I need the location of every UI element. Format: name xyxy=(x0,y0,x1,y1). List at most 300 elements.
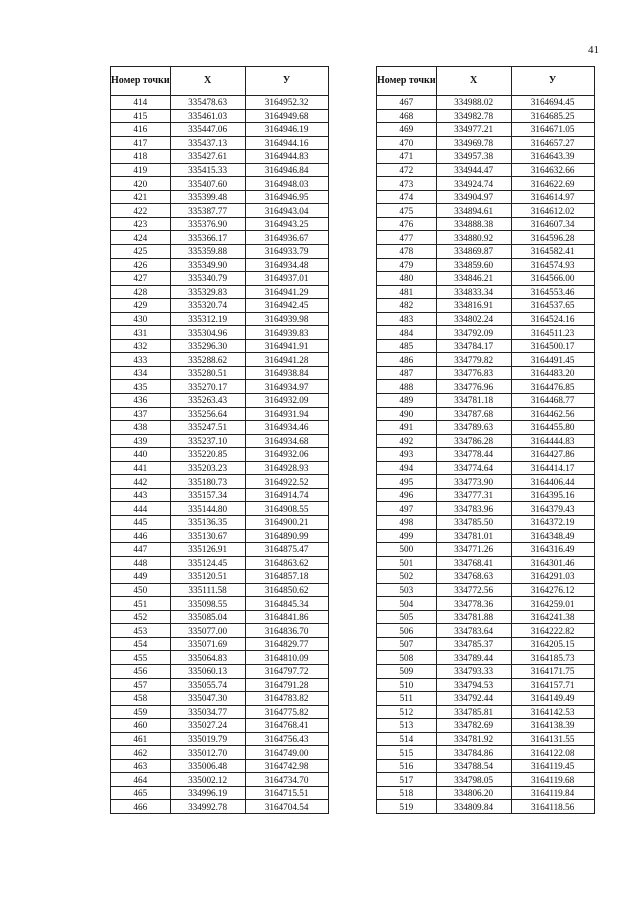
cell-x: 335071.69 xyxy=(170,637,245,651)
table-row xyxy=(111,448,329,462)
cell-x: 335060.13 xyxy=(170,664,245,678)
table-row xyxy=(111,543,329,557)
cell-x: 334777.31 xyxy=(436,488,511,502)
cell-x: 334802.24 xyxy=(436,312,511,326)
table-row xyxy=(377,163,595,177)
table-header-row xyxy=(111,67,329,96)
cell-point-number: 512 xyxy=(377,705,437,719)
cell-y: 3164941.29 xyxy=(245,285,328,299)
cell-y: 3164941.91 xyxy=(245,339,328,353)
cell-x: 335280.51 xyxy=(170,366,245,380)
cell-y: 3164943.04 xyxy=(245,204,328,218)
cell-x: 334771.26 xyxy=(436,543,511,557)
table-row xyxy=(377,746,595,760)
coordinates-table-right xyxy=(376,66,595,814)
table-row xyxy=(377,190,595,204)
cell-y: 3164857.18 xyxy=(245,570,328,584)
table-row xyxy=(111,746,329,760)
cell-point-number: 514 xyxy=(377,732,437,746)
cell-x: 335034.77 xyxy=(170,705,245,719)
table-row xyxy=(111,150,329,164)
cell-y: 3164632.66 xyxy=(511,163,594,177)
cell-point-number: 489 xyxy=(377,394,437,408)
cell-point-number: 454 xyxy=(111,637,171,651)
table-row xyxy=(377,678,595,692)
cell-point-number: 432 xyxy=(111,339,171,353)
cell-point-number: 418 xyxy=(111,150,171,164)
cell-x: 334982.78 xyxy=(436,109,511,123)
table-row xyxy=(377,339,595,353)
table-row xyxy=(111,434,329,448)
cell-x: 334789.63 xyxy=(436,421,511,435)
cell-y: 3164934.97 xyxy=(245,380,328,394)
cell-y: 3164291.03 xyxy=(511,570,594,584)
cell-x: 335157.34 xyxy=(170,488,245,502)
cell-point-number: 449 xyxy=(111,570,171,584)
cell-y: 3164939.83 xyxy=(245,326,328,340)
cell-x: 335002.12 xyxy=(170,773,245,787)
cell-y: 3164845.34 xyxy=(245,597,328,611)
cell-y: 3164406.44 xyxy=(511,475,594,489)
table-row xyxy=(377,150,595,164)
header-x: X xyxy=(170,67,245,96)
table-row xyxy=(377,312,595,326)
cell-x: 334789.44 xyxy=(436,651,511,665)
cell-x: 335263.43 xyxy=(170,394,245,408)
cell-x: 335111.58 xyxy=(170,583,245,597)
cell-point-number: 469 xyxy=(377,123,437,137)
cell-y: 3164553.46 xyxy=(511,285,594,299)
cell-point-number: 428 xyxy=(111,285,171,299)
cell-point-number: 474 xyxy=(377,190,437,204)
cell-x: 334781.18 xyxy=(436,394,511,408)
cell-y: 3164395.16 xyxy=(511,488,594,502)
table-row xyxy=(111,800,329,814)
cell-x: 334904.97 xyxy=(436,190,511,204)
cell-point-number: 515 xyxy=(377,746,437,760)
cell-y: 3164934.68 xyxy=(245,434,328,448)
cell-x: 334977.21 xyxy=(436,123,511,137)
cell-point-number: 434 xyxy=(111,366,171,380)
cell-x: 335366.17 xyxy=(170,231,245,245)
cell-y: 3164131.55 xyxy=(511,732,594,746)
cell-point-number: 430 xyxy=(111,312,171,326)
cell-point-number: 470 xyxy=(377,136,437,150)
cell-x: 335144.80 xyxy=(170,502,245,516)
cell-point-number: 471 xyxy=(377,150,437,164)
table-row xyxy=(111,353,329,367)
cell-y: 3164836.70 xyxy=(245,624,328,638)
cell-y: 3164259.01 xyxy=(511,597,594,611)
table-row xyxy=(377,597,595,611)
cell-point-number: 414 xyxy=(111,96,171,110)
cell-x: 334784.86 xyxy=(436,746,511,760)
table-row xyxy=(111,502,329,516)
cell-y: 3164934.48 xyxy=(245,258,328,272)
cell-x: 334783.64 xyxy=(436,624,511,638)
cell-x: 334772.56 xyxy=(436,583,511,597)
table-row xyxy=(377,136,595,150)
cell-y: 3164932.06 xyxy=(245,448,328,462)
cell-point-number: 498 xyxy=(377,515,437,529)
cell-point-number: 437 xyxy=(111,407,171,421)
table-row xyxy=(111,217,329,231)
cell-y: 3164222.82 xyxy=(511,624,594,638)
cell-x: 335064.83 xyxy=(170,651,245,665)
table-row xyxy=(111,529,329,543)
table-row xyxy=(377,258,595,272)
cell-y: 3164775.82 xyxy=(245,705,328,719)
cell-y: 3164931.94 xyxy=(245,407,328,421)
table-row xyxy=(111,136,329,150)
cell-y: 3164938.84 xyxy=(245,366,328,380)
cell-x: 335237.10 xyxy=(170,434,245,448)
cell-point-number: 516 xyxy=(377,759,437,773)
cell-y: 3164850.62 xyxy=(245,583,328,597)
cell-y: 3164301.46 xyxy=(511,556,594,570)
cell-point-number: 455 xyxy=(111,651,171,665)
table-row xyxy=(111,394,329,408)
table-row xyxy=(111,245,329,259)
cell-y: 3164948.03 xyxy=(245,177,328,191)
cell-point-number: 453 xyxy=(111,624,171,638)
cell-x: 335180.73 xyxy=(170,475,245,489)
table-row xyxy=(111,705,329,719)
cell-point-number: 486 xyxy=(377,353,437,367)
table-row xyxy=(377,204,595,218)
header-y: У xyxy=(511,67,594,96)
cell-x: 334785.37 xyxy=(436,637,511,651)
table-row xyxy=(111,339,329,353)
cell-x: 334773.90 xyxy=(436,475,511,489)
cell-x: 334778.36 xyxy=(436,597,511,611)
cell-point-number: 477 xyxy=(377,231,437,245)
cell-point-number: 487 xyxy=(377,366,437,380)
cell-point-number: 425 xyxy=(111,245,171,259)
cell-x: 335387.77 xyxy=(170,204,245,218)
cell-point-number: 494 xyxy=(377,461,437,475)
table-row xyxy=(377,692,595,706)
cell-x: 334774.64 xyxy=(436,461,511,475)
table-row xyxy=(111,272,329,286)
table-row xyxy=(377,366,595,380)
cell-x: 335312.19 xyxy=(170,312,245,326)
cell-point-number: 446 xyxy=(111,529,171,543)
cell-point-number: 500 xyxy=(377,543,437,557)
cell-x: 334778.44 xyxy=(436,448,511,462)
cell-point-number: 503 xyxy=(377,583,437,597)
cell-point-number: 488 xyxy=(377,380,437,394)
cell-x: 335340.79 xyxy=(170,272,245,286)
coordinates-table-left xyxy=(110,66,329,814)
cell-point-number: 441 xyxy=(111,461,171,475)
table-row xyxy=(111,285,329,299)
table-row xyxy=(377,109,595,123)
cell-x: 335407.60 xyxy=(170,177,245,191)
table-row xyxy=(111,583,329,597)
table-row xyxy=(377,529,595,543)
cell-point-number: 483 xyxy=(377,312,437,326)
cell-y: 3164908.55 xyxy=(245,502,328,516)
cell-y: 3164756.43 xyxy=(245,732,328,746)
cell-y: 3164119.84 xyxy=(511,786,594,800)
cell-point-number: 511 xyxy=(377,692,437,706)
cell-x: 334779.82 xyxy=(436,353,511,367)
cell-x: 335130.67 xyxy=(170,529,245,543)
cell-point-number: 444 xyxy=(111,502,171,516)
cell-y: 3164829.77 xyxy=(245,637,328,651)
cell-x: 335288.62 xyxy=(170,353,245,367)
cell-y: 3164483.20 xyxy=(511,366,594,380)
cell-point-number: 479 xyxy=(377,258,437,272)
cell-x: 334880.92 xyxy=(436,231,511,245)
cell-point-number: 507 xyxy=(377,637,437,651)
table-row xyxy=(111,692,329,706)
cell-x: 335047.30 xyxy=(170,692,245,706)
cell-x: 334776.96 xyxy=(436,380,511,394)
cell-y: 3164316.49 xyxy=(511,543,594,557)
cell-point-number: 456 xyxy=(111,664,171,678)
cell-y: 3164118.56 xyxy=(511,800,594,814)
cell-point-number: 513 xyxy=(377,719,437,733)
table-row xyxy=(377,502,595,516)
cell-point-number: 517 xyxy=(377,773,437,787)
table-row xyxy=(111,556,329,570)
cell-y: 3164149.49 xyxy=(511,692,594,706)
cell-x: 334798.05 xyxy=(436,773,511,787)
cell-y: 3164607.34 xyxy=(511,217,594,231)
table-row xyxy=(377,245,595,259)
table-row xyxy=(377,800,595,814)
page-number: 41 xyxy=(588,44,599,56)
cell-point-number: 509 xyxy=(377,664,437,678)
cell-point-number: 480 xyxy=(377,272,437,286)
cell-point-number: 431 xyxy=(111,326,171,340)
cell-y: 3164142.53 xyxy=(511,705,594,719)
cell-point-number: 497 xyxy=(377,502,437,516)
table-row xyxy=(111,123,329,137)
table-row xyxy=(377,583,595,597)
cell-y: 3164841.86 xyxy=(245,610,328,624)
table-row xyxy=(377,461,595,475)
cell-y: 3164791.28 xyxy=(245,678,328,692)
cell-y: 3164537.65 xyxy=(511,299,594,313)
table-row xyxy=(111,407,329,421)
cell-x: 335296.30 xyxy=(170,339,245,353)
cell-point-number: 457 xyxy=(111,678,171,692)
table-row xyxy=(377,407,595,421)
cell-y: 3164952.32 xyxy=(245,96,328,110)
cell-x: 334792.09 xyxy=(436,326,511,340)
cell-x: 335019.79 xyxy=(170,732,245,746)
table-row xyxy=(377,380,595,394)
cell-point-number: 421 xyxy=(111,190,171,204)
table-row xyxy=(377,664,595,678)
table-row xyxy=(377,326,595,340)
cell-point-number: 436 xyxy=(111,394,171,408)
cell-x: 335478.63 xyxy=(170,96,245,110)
cell-point-number: 459 xyxy=(111,705,171,719)
cell-x: 335304.96 xyxy=(170,326,245,340)
table-row xyxy=(111,786,329,800)
table-row xyxy=(377,624,595,638)
cell-x: 335203.23 xyxy=(170,461,245,475)
cell-y: 3164890.99 xyxy=(245,529,328,543)
cell-x: 334969.78 xyxy=(436,136,511,150)
table-row xyxy=(111,773,329,787)
cell-y: 3164749.00 xyxy=(245,746,328,760)
cell-point-number: 415 xyxy=(111,109,171,123)
cell-y: 3164934.46 xyxy=(245,421,328,435)
cell-point-number: 445 xyxy=(111,515,171,529)
cell-x: 335437.13 xyxy=(170,136,245,150)
table-row xyxy=(377,231,595,245)
cell-x: 334781.88 xyxy=(436,610,511,624)
cell-y: 3164939.98 xyxy=(245,312,328,326)
header-x: X xyxy=(436,67,511,96)
cell-point-number: 450 xyxy=(111,583,171,597)
table-row xyxy=(377,786,595,800)
cell-x: 335120.51 xyxy=(170,570,245,584)
cell-x: 335124.45 xyxy=(170,556,245,570)
cell-y: 3164500.17 xyxy=(511,339,594,353)
table-row xyxy=(111,624,329,638)
cell-y: 3164671.05 xyxy=(511,123,594,137)
cell-y: 3164944.83 xyxy=(245,150,328,164)
cell-point-number: 452 xyxy=(111,610,171,624)
cell-y: 3164444.83 xyxy=(511,434,594,448)
cell-y: 3164810.09 xyxy=(245,651,328,665)
cell-point-number: 439 xyxy=(111,434,171,448)
cell-x: 334944.47 xyxy=(436,163,511,177)
cell-point-number: 440 xyxy=(111,448,171,462)
cell-x: 334816.91 xyxy=(436,299,511,313)
table-row xyxy=(377,217,595,231)
cell-y: 3164157.71 xyxy=(511,678,594,692)
cell-x: 335027.24 xyxy=(170,719,245,733)
cell-y: 3164734.70 xyxy=(245,773,328,787)
cell-y: 3164949.68 xyxy=(245,109,328,123)
cell-point-number: 505 xyxy=(377,610,437,624)
table-row xyxy=(377,570,595,584)
table-row xyxy=(377,637,595,651)
cell-point-number: 443 xyxy=(111,488,171,502)
cell-y: 3164122.08 xyxy=(511,746,594,760)
table-row xyxy=(111,475,329,489)
table-row xyxy=(377,272,595,286)
table-row xyxy=(111,759,329,773)
cell-y: 3164783.82 xyxy=(245,692,328,706)
cell-y: 3164946.95 xyxy=(245,190,328,204)
table-row xyxy=(377,759,595,773)
cell-y: 3164372.19 xyxy=(511,515,594,529)
cell-y: 3164932.09 xyxy=(245,394,328,408)
cell-x: 334784.17 xyxy=(436,339,511,353)
cell-x: 334786.28 xyxy=(436,434,511,448)
cell-y: 3164468.77 xyxy=(511,394,594,408)
cell-x: 334776.83 xyxy=(436,366,511,380)
cell-x: 335220.85 xyxy=(170,448,245,462)
cell-point-number: 495 xyxy=(377,475,437,489)
table-row xyxy=(111,190,329,204)
cell-point-number: 475 xyxy=(377,204,437,218)
cell-y: 3164476.85 xyxy=(511,380,594,394)
cell-x: 335320.74 xyxy=(170,299,245,313)
cell-point-number: 427 xyxy=(111,272,171,286)
cell-y: 3164574.93 xyxy=(511,258,594,272)
cell-y: 3164943.25 xyxy=(245,217,328,231)
table-row xyxy=(377,543,595,557)
cell-y: 3164119.45 xyxy=(511,759,594,773)
cell-y: 3164742.98 xyxy=(245,759,328,773)
cell-x: 335447.06 xyxy=(170,123,245,137)
cell-x: 335247.51 xyxy=(170,421,245,435)
cell-point-number: 424 xyxy=(111,231,171,245)
cell-point-number: 419 xyxy=(111,163,171,177)
cell-point-number: 481 xyxy=(377,285,437,299)
cell-y: 3164946.19 xyxy=(245,123,328,137)
table-row xyxy=(111,204,329,218)
header-point-number: Номер точки xyxy=(111,67,171,96)
table-row xyxy=(111,732,329,746)
cell-x: 334768.41 xyxy=(436,556,511,570)
cell-x: 335126.91 xyxy=(170,543,245,557)
cell-y: 3164685.25 xyxy=(511,109,594,123)
cell-y: 3164614.97 xyxy=(511,190,594,204)
cell-y: 3164643.39 xyxy=(511,150,594,164)
cell-x: 335012.70 xyxy=(170,746,245,760)
table-row xyxy=(111,299,329,313)
cell-point-number: 508 xyxy=(377,651,437,665)
table-row xyxy=(111,258,329,272)
cell-point-number: 492 xyxy=(377,434,437,448)
cell-x: 334783.96 xyxy=(436,502,511,516)
cell-point-number: 460 xyxy=(111,719,171,733)
cell-y: 3164922.52 xyxy=(245,475,328,489)
table-row xyxy=(111,664,329,678)
table-row xyxy=(377,705,595,719)
cell-point-number: 478 xyxy=(377,245,437,259)
cell-point-number: 417 xyxy=(111,136,171,150)
table-row xyxy=(111,109,329,123)
table-row xyxy=(377,394,595,408)
table-row xyxy=(377,434,595,448)
cell-y: 3164491.45 xyxy=(511,353,594,367)
table-row xyxy=(111,515,329,529)
cell-point-number: 451 xyxy=(111,597,171,611)
cell-y: 3164657.27 xyxy=(511,136,594,150)
table-row xyxy=(377,515,595,529)
header-point-number: Номер точки xyxy=(377,67,437,96)
cell-x: 335359.88 xyxy=(170,245,245,259)
cell-point-number: 484 xyxy=(377,326,437,340)
table-row xyxy=(111,163,329,177)
cell-x: 335256.64 xyxy=(170,407,245,421)
cell-y: 3164936.67 xyxy=(245,231,328,245)
table-row xyxy=(377,448,595,462)
table-row xyxy=(111,177,329,191)
cell-y: 3164462.56 xyxy=(511,407,594,421)
table-row xyxy=(111,570,329,584)
table-row xyxy=(377,488,595,502)
table-row xyxy=(377,475,595,489)
table-row xyxy=(377,773,595,787)
cell-point-number: 426 xyxy=(111,258,171,272)
table-row xyxy=(377,177,595,191)
table-row xyxy=(111,610,329,624)
cell-point-number: 518 xyxy=(377,786,437,800)
table-row xyxy=(377,123,595,137)
